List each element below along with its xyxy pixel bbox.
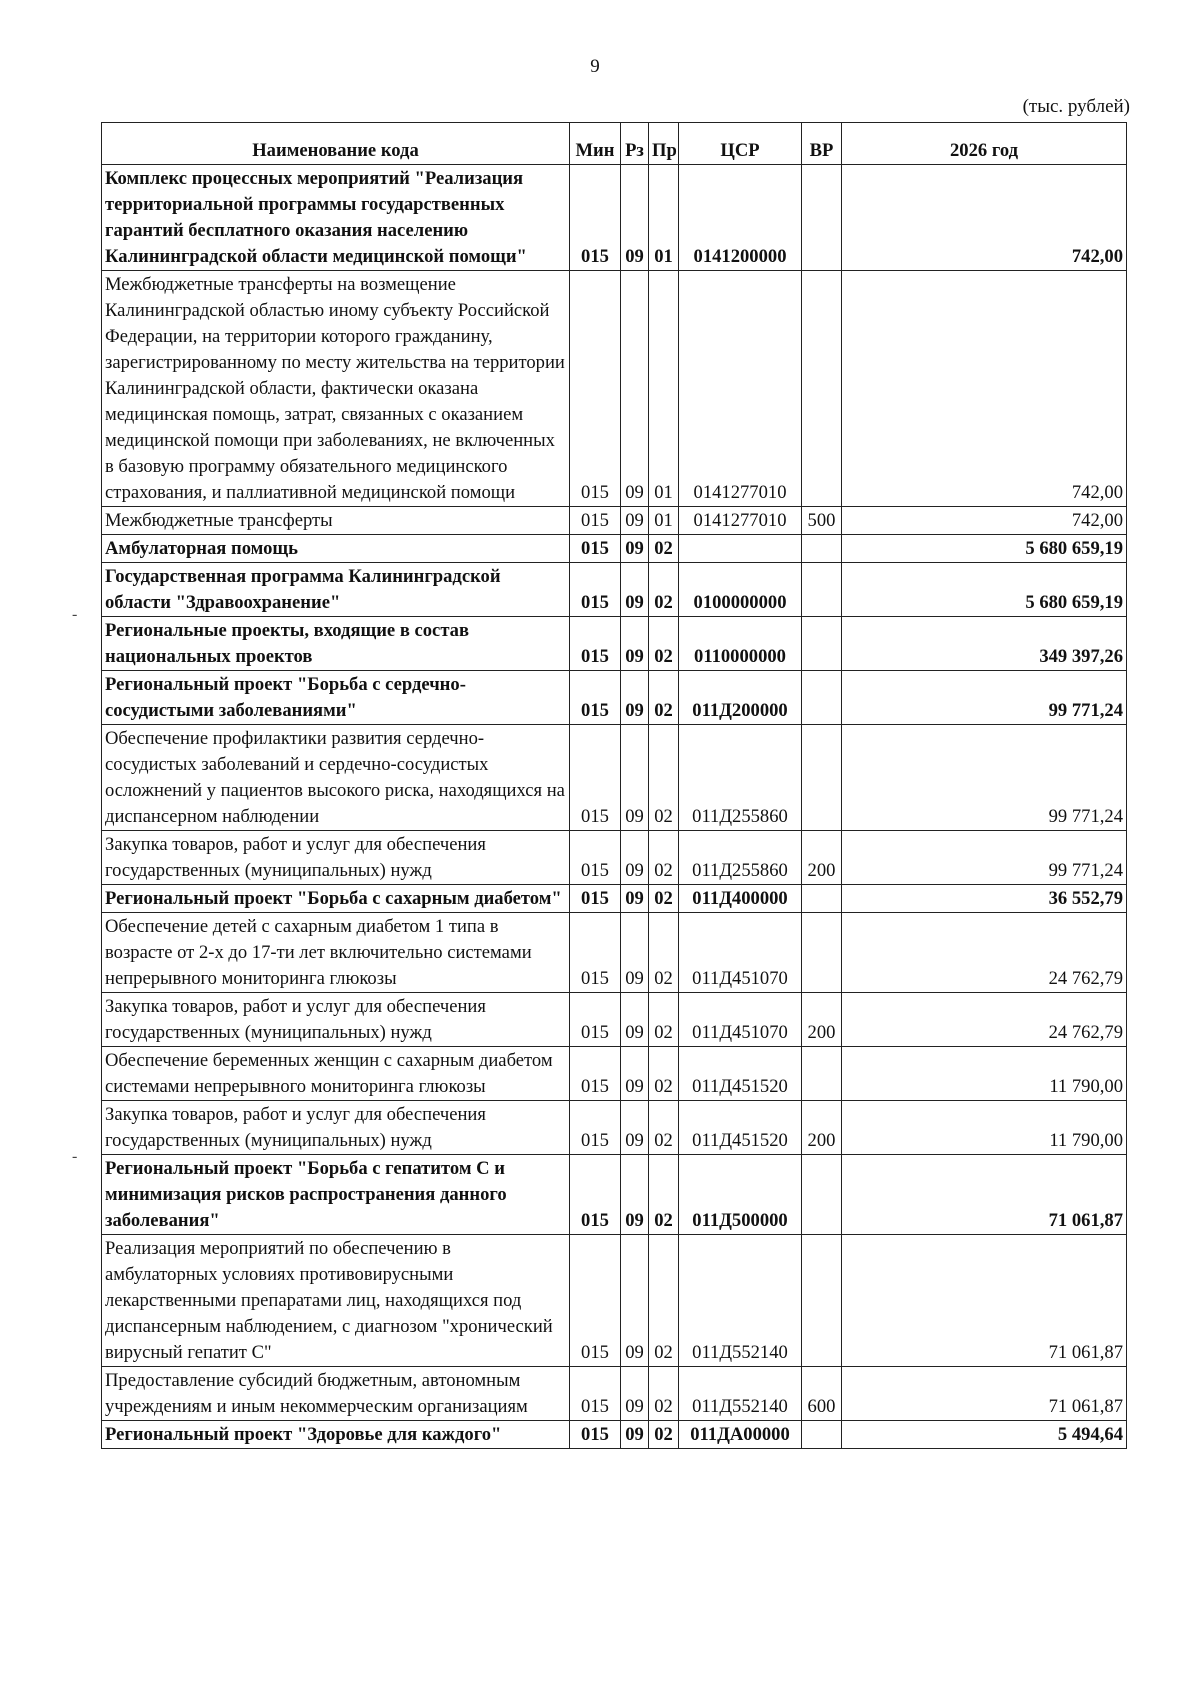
cell-pr: 02 xyxy=(649,1155,679,1235)
cell-vr xyxy=(802,913,842,993)
cell-name: Предоставление субсидий бюджетным, автономным учреждениям и иным некоммерческим организациям xyxy=(102,1367,570,1421)
cell-csr: 011Д500000 xyxy=(679,1155,802,1235)
table-row xyxy=(102,165,1127,271)
margin-dash-mark: - xyxy=(72,1148,78,1165)
cell-csr: 011ДА00000 xyxy=(679,1421,802,1449)
header-name: Наименование кода xyxy=(102,123,570,165)
cell-pr: 02 xyxy=(649,671,679,725)
cell-rz: 09 xyxy=(621,535,649,563)
cell-value: 5 494,64 xyxy=(842,1421,1127,1449)
page-number: 9 xyxy=(590,56,600,77)
header-csr: ЦСР xyxy=(679,123,802,165)
header-row xyxy=(102,123,1127,165)
header-min: Мин xyxy=(570,123,621,165)
cell-pr: 02 xyxy=(649,563,679,617)
cell-pr: 02 xyxy=(649,1367,679,1421)
cell-vr: 200 xyxy=(802,993,842,1047)
cell-min: 015 xyxy=(570,1235,621,1367)
cell-value: 742,00 xyxy=(842,507,1127,535)
cell-csr: 011Д451070 xyxy=(679,993,802,1047)
cell-csr: 0110000000 xyxy=(679,617,802,671)
cell-csr: 011Д255860 xyxy=(679,725,802,831)
cell-pr: 02 xyxy=(649,885,679,913)
cell-vr xyxy=(802,1047,842,1101)
cell-rz: 09 xyxy=(621,563,649,617)
cell-min: 015 xyxy=(570,831,621,885)
cell-csr: 0141277010 xyxy=(679,271,802,507)
cell-value: 71 061,87 xyxy=(842,1155,1127,1235)
cell-vr xyxy=(802,271,842,507)
cell-value: 24 762,79 xyxy=(842,913,1127,993)
cell-rz: 09 xyxy=(621,1155,649,1235)
cell-vr xyxy=(802,617,842,671)
cell-rz: 09 xyxy=(621,617,649,671)
cell-value: 742,00 xyxy=(842,165,1127,271)
margin-dash-mark: - xyxy=(72,606,78,623)
cell-value: 5 680 659,19 xyxy=(842,535,1127,563)
cell-rz: 09 xyxy=(621,1047,649,1101)
cell-pr: 02 xyxy=(649,1047,679,1101)
cell-min: 015 xyxy=(570,507,621,535)
table-row xyxy=(102,885,1127,913)
header-pr: Пр xyxy=(649,123,679,165)
header-vr: ВР xyxy=(802,123,842,165)
cell-name: Амбулаторная помощь xyxy=(102,535,570,563)
cell-rz: 09 xyxy=(621,913,649,993)
header-year: 2026 год xyxy=(842,123,1127,165)
cell-pr: 02 xyxy=(649,913,679,993)
table-row xyxy=(102,993,1127,1047)
cell-value: 71 061,87 xyxy=(842,1235,1127,1367)
cell-vr xyxy=(802,1421,842,1449)
cell-name: Обеспечение беременных женщин с сахарным диабетом системами непрерывного мониторинга глюкозы xyxy=(102,1047,570,1101)
cell-vr xyxy=(802,1155,842,1235)
cell-value: 5 680 659,19 xyxy=(842,563,1127,617)
table-row xyxy=(102,563,1127,617)
cell-vr xyxy=(802,535,842,563)
cell-vr xyxy=(802,165,842,271)
cell-rz: 09 xyxy=(621,725,649,831)
cell-value: 742,00 xyxy=(842,271,1127,507)
cell-name: Межбюджетные трансферты xyxy=(102,507,570,535)
cell-rz: 09 xyxy=(621,671,649,725)
cell-csr: 011Д451070 xyxy=(679,913,802,993)
cell-pr: 02 xyxy=(649,831,679,885)
cell-vr: 600 xyxy=(802,1367,842,1421)
cell-value: 36 552,79 xyxy=(842,885,1127,913)
cell-value: 349 397,26 xyxy=(842,617,1127,671)
budget-table xyxy=(101,122,1127,1449)
table-row xyxy=(102,831,1127,885)
table-row xyxy=(102,1101,1127,1155)
cell-csr: 011Д451520 xyxy=(679,1101,802,1155)
cell-min: 015 xyxy=(570,1155,621,1235)
table-row xyxy=(102,1047,1127,1101)
cell-csr: 011Д400000 xyxy=(679,885,802,913)
cell-min: 015 xyxy=(570,671,621,725)
cell-min: 015 xyxy=(570,913,621,993)
cell-min: 015 xyxy=(570,1047,621,1101)
cell-rz: 09 xyxy=(621,831,649,885)
cell-min: 015 xyxy=(570,1101,621,1155)
cell-csr xyxy=(679,535,802,563)
cell-value: 11 790,00 xyxy=(842,1047,1127,1101)
cell-pr: 01 xyxy=(649,271,679,507)
cell-csr: 011Д200000 xyxy=(679,671,802,725)
cell-min: 015 xyxy=(570,535,621,563)
cell-pr: 02 xyxy=(649,993,679,1047)
table-row xyxy=(102,617,1127,671)
cell-csr: 011Д255860 xyxy=(679,831,802,885)
cell-csr: 0141200000 xyxy=(679,165,802,271)
cell-rz: 09 xyxy=(621,1367,649,1421)
cell-rz: 09 xyxy=(621,1101,649,1155)
cell-csr: 011Д552140 xyxy=(679,1367,802,1421)
cell-rz: 09 xyxy=(621,1235,649,1367)
cell-vr xyxy=(802,885,842,913)
cell-vr: 200 xyxy=(802,1101,842,1155)
cell-rz: 09 xyxy=(621,507,649,535)
cell-csr: 0141277010 xyxy=(679,507,802,535)
cell-name: Региональные проекты, входящие в состав национальных проектов xyxy=(102,617,570,671)
table-row xyxy=(102,1421,1127,1449)
units-label: (тыс. рублей) xyxy=(1022,96,1130,117)
cell-pr: 02 xyxy=(649,1101,679,1155)
cell-name: Региональный проект "Здоровье для каждого" xyxy=(102,1421,570,1449)
cell-min: 015 xyxy=(570,1421,621,1449)
table-row xyxy=(102,271,1127,507)
cell-rz: 09 xyxy=(621,271,649,507)
cell-value: 71 061,87 xyxy=(842,1367,1127,1421)
cell-pr: 02 xyxy=(649,617,679,671)
cell-min: 015 xyxy=(570,165,621,271)
table-body xyxy=(102,165,1127,1449)
cell-min: 015 xyxy=(570,617,621,671)
cell-name: Межбюджетные трансферты на возмещение Калининградской областью иному субъекту Российской Федерации, на территории которого гражданину, зарегистрированному по месту жительства на территории Калининградской области, фактически оказана медицинская помощь, затрат, связанных с оказанием медицинской помощи при заболеваниях, не включенных в базовую программу обязательного медицинского страхования, и паллиативной медицинской помощи xyxy=(102,271,570,507)
cell-name: Реализация мероприятий по обеспечению в амбулаторных условиях противовирусными лекарственными препаратами лиц, находящихся под диспансерным наблюдением, с диагнозом "хронический вирусный гепатит С" xyxy=(102,1235,570,1367)
cell-vr: 500 xyxy=(802,507,842,535)
cell-min: 015 xyxy=(570,1367,621,1421)
cell-vr: 200 xyxy=(802,831,842,885)
cell-name: Региональный проект "Борьба с сахарным диабетом" xyxy=(102,885,570,913)
cell-value: 99 771,24 xyxy=(842,831,1127,885)
table-row xyxy=(102,507,1127,535)
cell-name: Закупка товаров, работ и услуг для обеспечения государственных (муниципальных) нужд xyxy=(102,831,570,885)
cell-pr: 02 xyxy=(649,1235,679,1367)
cell-vr xyxy=(802,725,842,831)
table-row xyxy=(102,913,1127,993)
cell-min: 015 xyxy=(570,725,621,831)
cell-min: 015 xyxy=(570,885,621,913)
cell-rz: 09 xyxy=(621,165,649,271)
table-row xyxy=(102,671,1127,725)
cell-value: 24 762,79 xyxy=(842,993,1127,1047)
cell-name: Закупка товаров, работ и услуг для обеспечения государственных (муниципальных) нужд xyxy=(102,1101,570,1155)
cell-min: 015 xyxy=(570,271,621,507)
cell-vr xyxy=(802,671,842,725)
cell-csr: 011Д552140 xyxy=(679,1235,802,1367)
cell-name: Региональный проект "Борьба с сердечно-сосудистыми заболеваниями" xyxy=(102,671,570,725)
cell-rz: 09 xyxy=(621,1421,649,1449)
cell-name: Обеспечение детей с сахарным диабетом 1 типа в возрасте от 2-х до 17-ти лет включительно системами непрерывного мониторинга глюкозы xyxy=(102,913,570,993)
cell-csr: 011Д451520 xyxy=(679,1047,802,1101)
cell-name: Государственная программа Калининградской области "Здравоохранение" xyxy=(102,563,570,617)
cell-value: 11 790,00 xyxy=(842,1101,1127,1155)
cell-csr: 0100000000 xyxy=(679,563,802,617)
cell-pr: 01 xyxy=(649,507,679,535)
table-row xyxy=(102,725,1127,831)
cell-value: 99 771,24 xyxy=(842,725,1127,831)
cell-pr: 02 xyxy=(649,1421,679,1449)
header-rz: Рз xyxy=(621,123,649,165)
cell-vr xyxy=(802,563,842,617)
cell-name: Закупка товаров, работ и услуг для обеспечения государственных (муниципальных) нужд xyxy=(102,993,570,1047)
cell-rz: 09 xyxy=(621,885,649,913)
cell-pr: 01 xyxy=(649,165,679,271)
table-row xyxy=(102,1235,1127,1367)
cell-name: Комплекс процессных мероприятий "Реализация территориальной программы государственных гарантий бесплатного оказания населению Калининградской области медицинской помощи" xyxy=(102,165,570,271)
cell-pr: 02 xyxy=(649,725,679,831)
table-row xyxy=(102,535,1127,563)
cell-name: Обеспечение профилактики развития сердечно-сосудистых заболеваний и сердечно-сосудистых осложнений у пациентов высокого риска, находящихся на диспансерном наблюдении xyxy=(102,725,570,831)
table-row xyxy=(102,1367,1127,1421)
cell-min: 015 xyxy=(570,563,621,617)
cell-min: 015 xyxy=(570,993,621,1047)
cell-name: Региональный проект "Борьба с гепатитом С и минимизация рисков распространения данного заболевания" xyxy=(102,1155,570,1235)
cell-pr: 02 xyxy=(649,535,679,563)
table-row xyxy=(102,1155,1127,1235)
cell-rz: 09 xyxy=(621,993,649,1047)
cell-value: 99 771,24 xyxy=(842,671,1127,725)
cell-vr xyxy=(802,1235,842,1367)
